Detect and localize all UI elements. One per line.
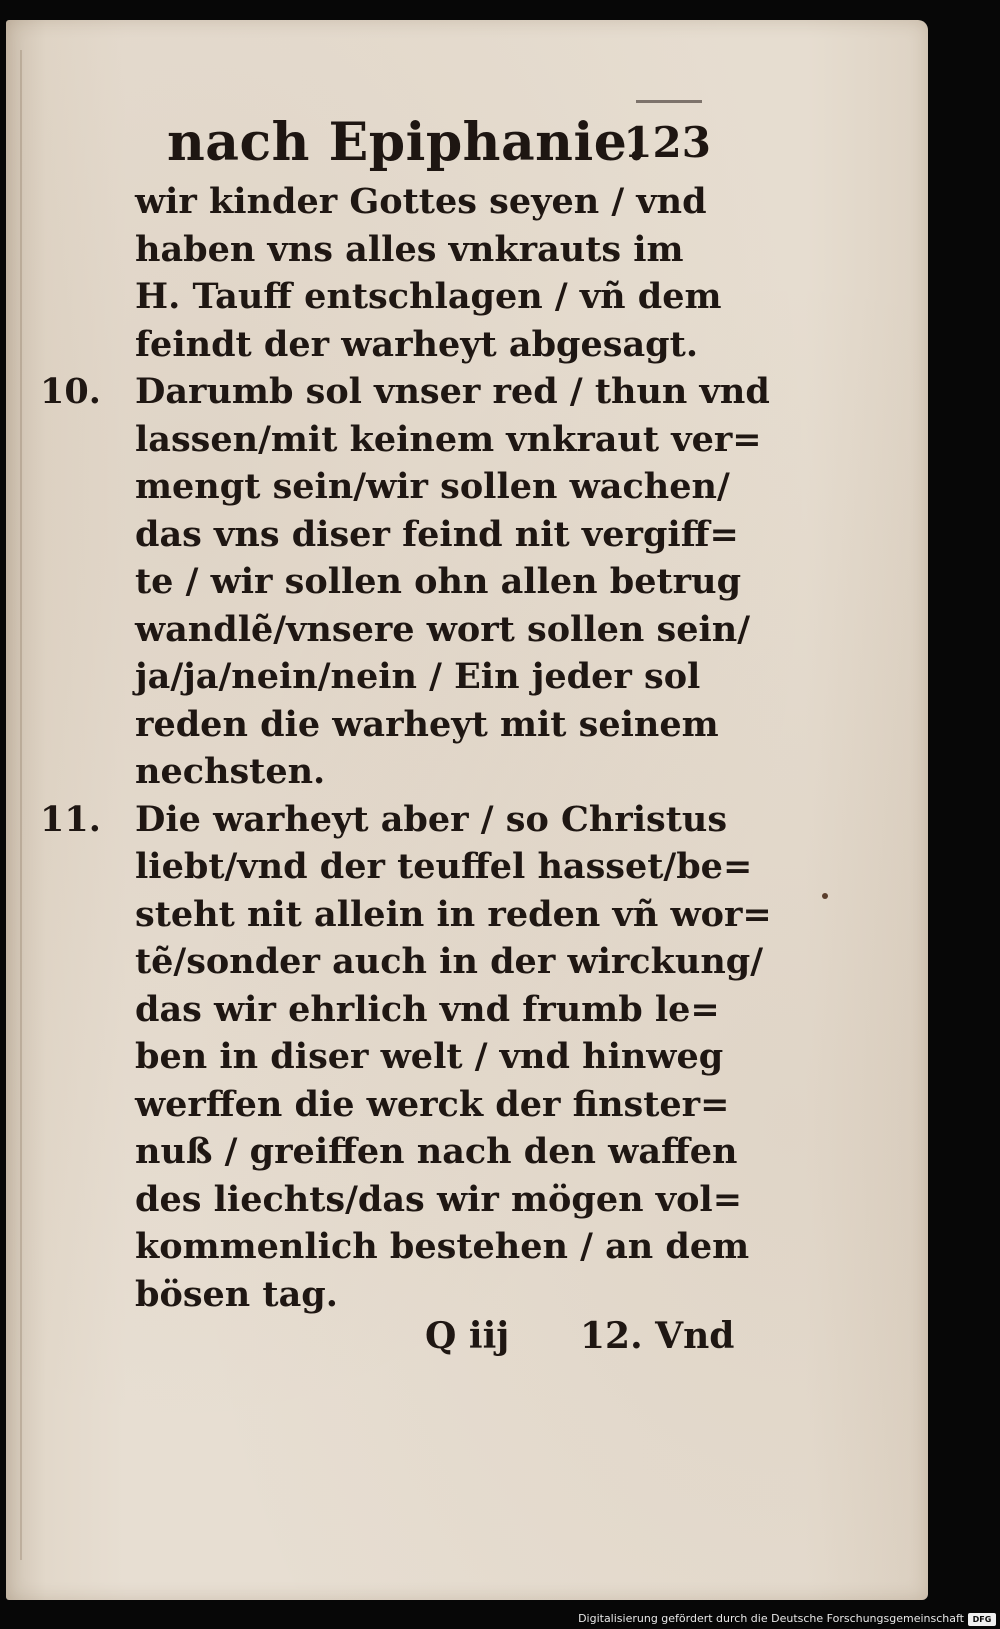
paper-speck (822, 893, 828, 899)
text-block (40, 178, 772, 1318)
text-line (40, 938, 764, 986)
verse-number: 10. (40, 371, 101, 412)
line-text: das wir ehrlich vnd frumb le= (135, 988, 720, 1030)
dfg-logo: DFG (968, 1613, 996, 1626)
line-text: lassen/mit keinem vnkraut ver= (135, 418, 762, 460)
text-line (40, 891, 772, 939)
catchword: 12. Vnd (580, 1315, 735, 1357)
line-text: nuß / greiffen nach den waffen (135, 1131, 738, 1172)
line-text: werffen die werck der finster= (135, 1083, 730, 1125)
text-line (40, 416, 762, 464)
running-title: nach Epiphanie. (167, 112, 646, 173)
line-text: reden die warheyt mit seinem (135, 703, 719, 745)
page-footer (425, 1315, 735, 1375)
text-line (40, 1033, 724, 1081)
text-line (40, 1128, 738, 1176)
text-line (40, 986, 720, 1034)
line-text: wandlẽ/vnsere wort sollen sein/ (135, 608, 751, 650)
text-line (40, 558, 742, 606)
line-text: Darumb sol vnser red / thun vnd (135, 371, 770, 412)
line-text: nechsten. (135, 751, 326, 792)
text-line (40, 653, 720, 701)
line-text: feindt der warheyt abgesagt. (135, 323, 699, 365)
line-text: das vns diser feind nit vergiff= (135, 513, 739, 555)
page-edge-line (20, 50, 22, 1560)
text-line (40, 606, 751, 654)
line-text: mengt sein/wir sollen wachen/ (135, 466, 730, 507)
line-text: steht nit allein in reden vñ wor= (135, 893, 772, 935)
line-text: wir kinder Gottes seyen / vnd (135, 181, 707, 222)
text-line (40, 701, 720, 749)
page-header (167, 112, 715, 182)
line-text: te / wir sollen ohn allen betrug (135, 561, 742, 602)
text-line (40, 321, 720, 369)
text-line (40, 843, 753, 891)
text-line (40, 796, 728, 844)
text-line (40, 748, 720, 796)
text-line (40, 511, 739, 559)
line-text: liebt/vnd der teuffel hasset/be= (135, 846, 753, 887)
text-line (40, 1176, 743, 1224)
line-text: tẽ/sonder auch in der wirckung/ (135, 941, 764, 982)
digitization-credit: Digitalisierung gefördert durch die Deutsche Forschungsgemeinschaft (578, 1612, 964, 1625)
verse-number: 11. (40, 798, 101, 840)
ink-mark (636, 100, 702, 103)
page-number: 123 (623, 118, 711, 167)
text-line (40, 178, 720, 226)
text-line (40, 368, 770, 416)
text-line (40, 463, 730, 511)
line-text: H. Tauff entschlagen / vñ dem (135, 276, 722, 317)
line-text: kommenlich bestehen / an dem (135, 1226, 750, 1267)
text-line (40, 226, 720, 274)
line-text: des liechts/das wir mögen vol= (135, 1178, 743, 1220)
line-text: haben vns alles vnkrauts im (135, 228, 684, 270)
line-text: Die warheyt aber / so Christus (135, 798, 728, 840)
line-text: ja/ja/nein/nein / Ein jeder sol (135, 656, 701, 697)
line-text: bösen tag. (135, 1273, 338, 1315)
text-line (40, 273, 720, 321)
line-text: ben in diser welt / vnd hinweg (135, 1036, 724, 1077)
text-line (40, 1223, 750, 1271)
signature-mark: Q iij (425, 1315, 510, 1357)
text-line (40, 1271, 720, 1319)
text-line (40, 1081, 730, 1129)
